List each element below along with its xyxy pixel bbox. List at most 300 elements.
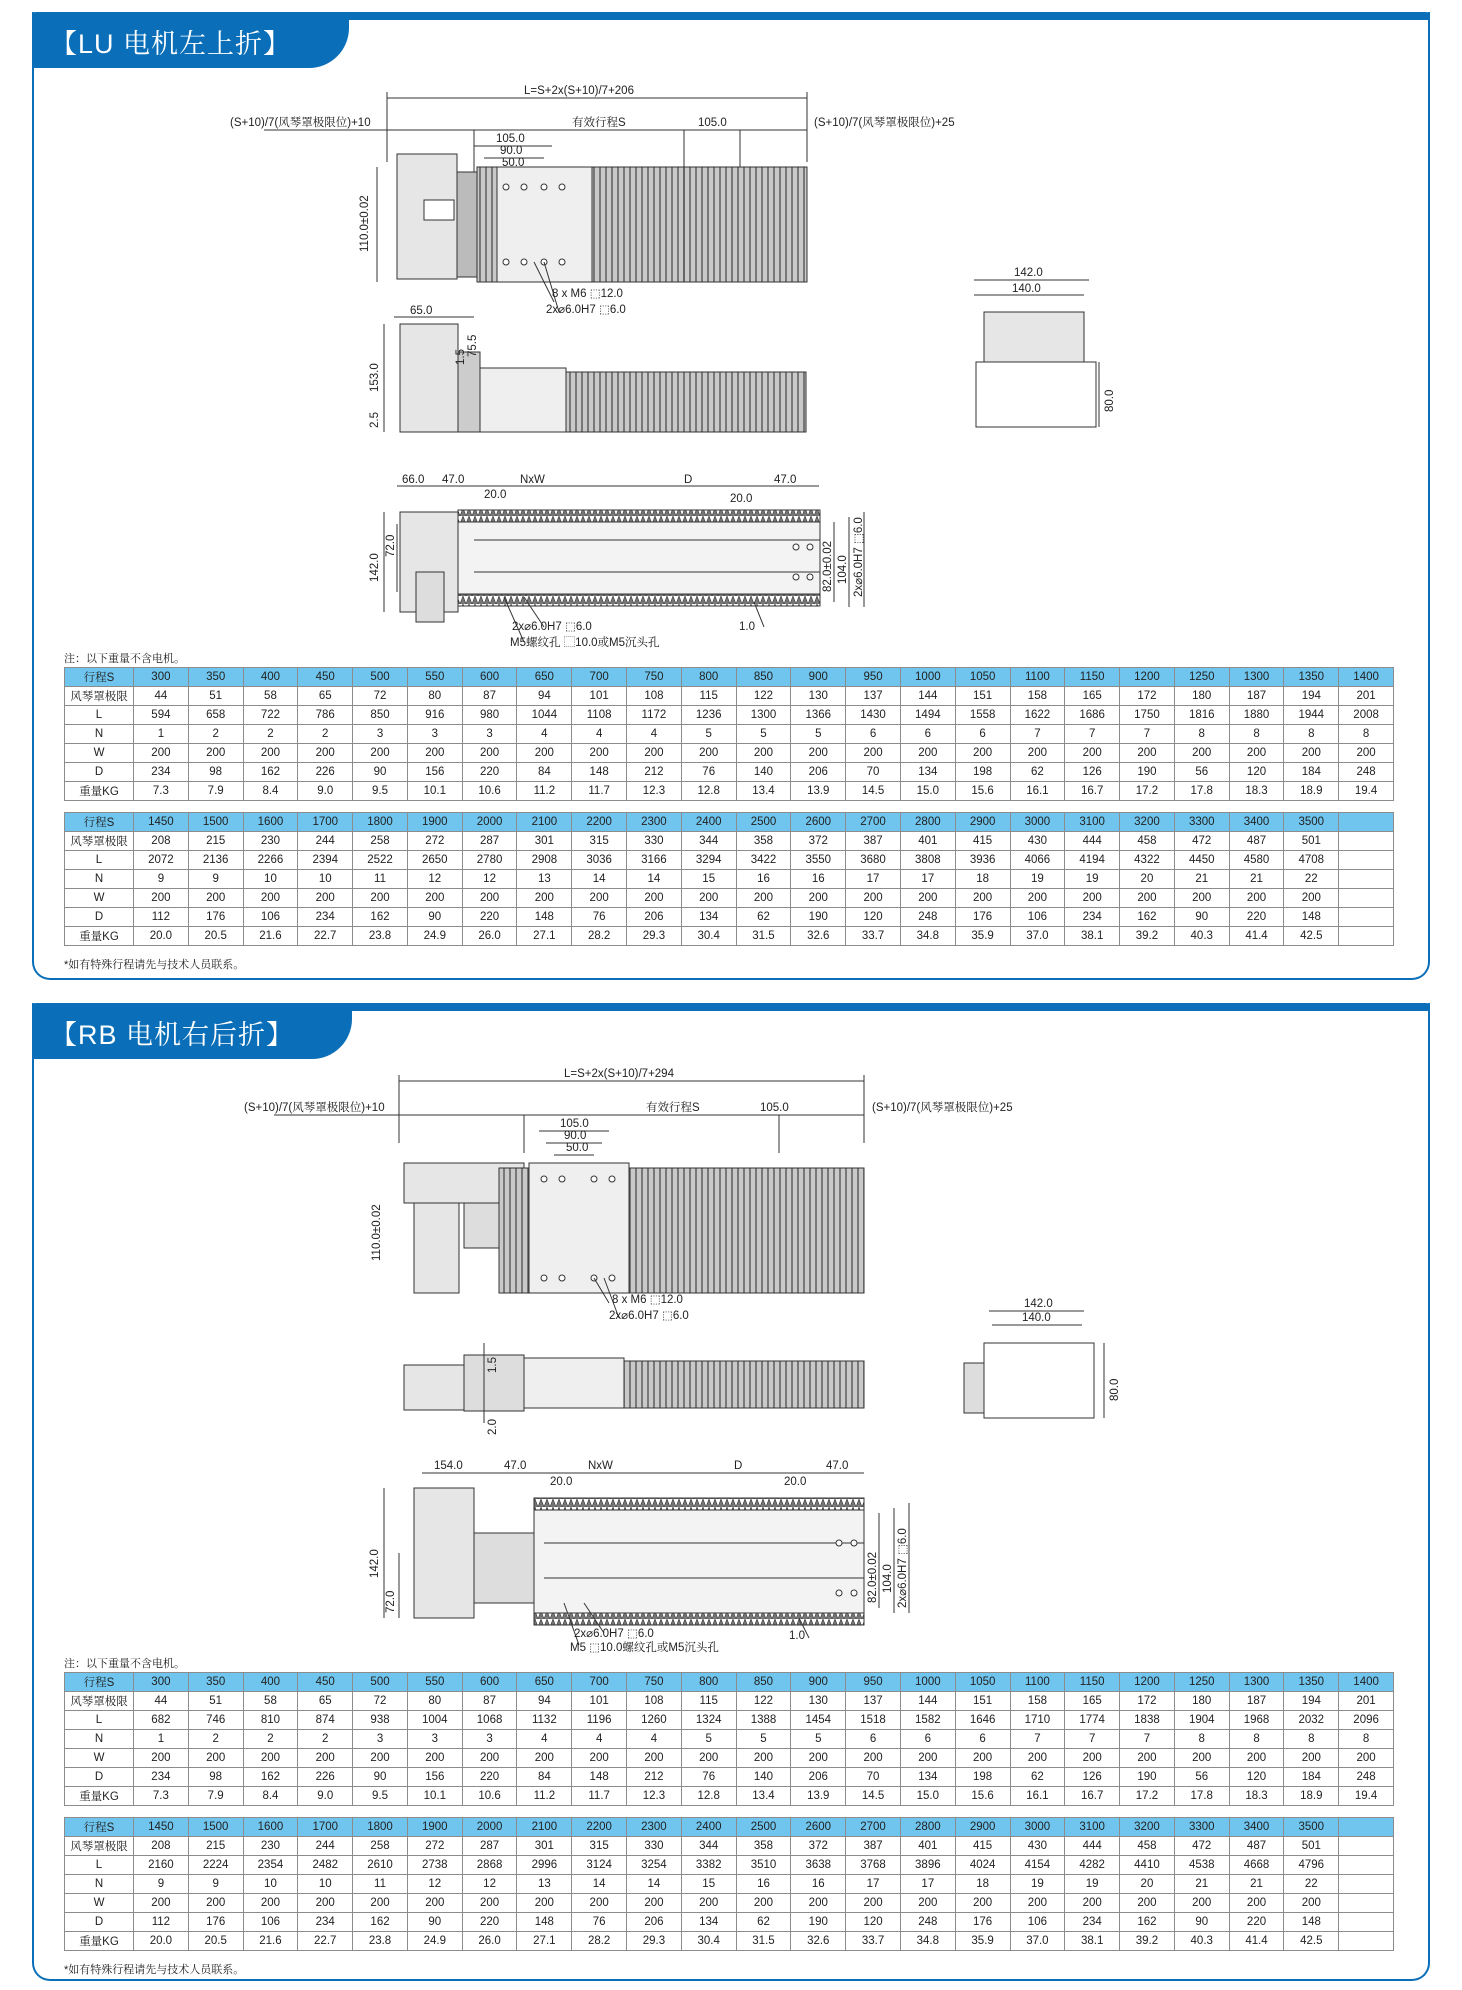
table-cell: 1774: [1065, 1711, 1120, 1730]
table-cell: 13: [517, 1875, 572, 1894]
table-cell: 287: [462, 1837, 517, 1856]
table-cell: [1339, 870, 1394, 889]
table-cell: 38.1: [1065, 1932, 1120, 1951]
table-cell: 70: [846, 763, 901, 782]
table-cell: 11.2: [517, 1787, 572, 1806]
table-cell: 200: [736, 1749, 791, 1768]
table-cell: 2394: [298, 851, 353, 870]
table-cell: 1622: [1010, 706, 1065, 725]
table-cell: 501: [1284, 832, 1339, 851]
table-cell: [1339, 851, 1394, 870]
table-cell: 190: [791, 908, 846, 927]
table-cell: 162: [1120, 908, 1175, 927]
table-cell: 220: [462, 1913, 517, 1932]
table-cell: 148: [517, 908, 572, 927]
table-row: [65, 1856, 1394, 1875]
table-cell: 13.9: [791, 782, 846, 801]
stroke-cell: 1700: [298, 1818, 353, 1837]
table-cell: 2072: [134, 851, 189, 870]
table-cell: 980: [462, 706, 517, 725]
table-cell: 4154: [1010, 1856, 1065, 1875]
table-cell: 56: [1174, 763, 1229, 782]
table-cell: 2: [243, 1730, 298, 1749]
table-cell: 200: [188, 1749, 243, 1768]
dim-end-80: 80.0: [1104, 389, 1116, 412]
stroke-cell: 1050: [955, 1673, 1010, 1692]
table-cell: 8: [1339, 1730, 1394, 1749]
table-cell: 180: [1174, 1692, 1229, 1711]
table-cell: 98: [188, 1768, 243, 1787]
table-cell: 22.7: [298, 1932, 353, 1951]
stroke-cell: 1350: [1284, 668, 1339, 687]
dim-pin: 2x⌀6.0H7 ⬚6.0: [897, 1528, 909, 1608]
table-cell: 444: [1065, 1837, 1120, 1856]
table-cell: 21.6: [243, 927, 298, 946]
stroke-cell: 1300: [1229, 1673, 1284, 1692]
table-cell: 4024: [955, 1856, 1010, 1875]
dim-d: D: [684, 474, 693, 486]
table-cell: 3768: [846, 1856, 901, 1875]
table-cell: 16.7: [1065, 1787, 1120, 1806]
table-cell: 200: [1010, 744, 1065, 763]
table-cell: 12: [407, 1875, 462, 1894]
row-label: W: [65, 1894, 134, 1913]
table-cell: 200: [353, 1894, 408, 1913]
table-cell: 62: [736, 908, 791, 927]
table-cell: 16: [791, 870, 846, 889]
table-cell: 8.4: [243, 1787, 298, 1806]
table-cell: 272: [407, 1837, 462, 1856]
table-cell: 2868: [462, 1856, 517, 1875]
table-cell: [1339, 908, 1394, 927]
stroke-cell: 1450: [134, 813, 189, 832]
table-cell: 850: [353, 706, 408, 725]
table-cell: 200: [846, 744, 901, 763]
table-row: [65, 1730, 1394, 1749]
table-cell: 938: [353, 1711, 408, 1730]
stroke-cell: 1400: [1339, 668, 1394, 687]
dim-1: 1.0: [789, 1630, 805, 1642]
table-cell: 200: [1229, 1894, 1284, 1913]
row-label: L: [65, 851, 134, 870]
table-cell: 458: [1120, 832, 1175, 851]
table-cell: 6: [846, 1730, 901, 1749]
table-cell: 137: [846, 687, 901, 706]
table-cell: 200: [353, 1749, 408, 1768]
table-cell: 200: [1229, 1749, 1284, 1768]
table-cell: 8: [1174, 725, 1229, 744]
table-cell: 37.0: [1010, 927, 1065, 946]
table-cell: 11.2: [517, 782, 572, 801]
table-cell: 200: [791, 1749, 846, 1768]
table-cell: 301: [517, 832, 572, 851]
table-cell: 200: [462, 1749, 517, 1768]
row-label: 行程S: [65, 1818, 134, 1837]
dim-left-limit: (S+10)/7(风琴罩极限位)+10: [230, 117, 371, 129]
dim-end-142: 142.0: [1024, 1298, 1053, 1310]
row-label: 风琴罩极限: [65, 687, 134, 706]
table-cell: 430: [1010, 832, 1065, 851]
table-cell: 3124: [572, 1856, 627, 1875]
table-cell: 20.5: [188, 927, 243, 946]
table-cell: 126: [1065, 763, 1120, 782]
table-cell: 2780: [462, 851, 517, 870]
table-cell: 786: [298, 706, 353, 725]
table-cell: 472: [1174, 832, 1229, 851]
section-rb: [32, 1003, 1430, 1981]
stroke-cell: 700: [572, 1673, 627, 1692]
stroke-cell: 3000: [1010, 813, 1065, 832]
table-cell: 200: [1284, 1894, 1339, 1913]
table-cell: 206: [627, 1913, 682, 1932]
table-cell: 115: [681, 1692, 736, 1711]
row-label: 风琴罩极限: [65, 1837, 134, 1856]
stroke-cell: 2600: [791, 813, 846, 832]
table-cell: 14: [627, 870, 682, 889]
table-cell: 200: [1120, 744, 1175, 763]
table-cell: 37.0: [1010, 1932, 1065, 1951]
table-cell: 80: [407, 687, 462, 706]
table-cell: 200: [1284, 1749, 1339, 1768]
dim-72: 72.0: [385, 1590, 397, 1613]
table-cell: 4450: [1174, 851, 1229, 870]
stroke-cell: 2000: [462, 1818, 517, 1837]
table-cell: 1172: [627, 706, 682, 725]
table-cell: 415: [955, 1837, 1010, 1856]
table-cell: 190: [1120, 1768, 1175, 1787]
table-cell: 134: [900, 1768, 955, 1787]
table-cell: 7: [1010, 725, 1065, 744]
stroke-cell: 3300: [1174, 1818, 1229, 1837]
table-cell: [1339, 1856, 1394, 1875]
table-cell: 16: [791, 1875, 846, 1894]
dim-105: 105.0: [560, 1118, 589, 1130]
table-cell: 20: [1120, 1875, 1175, 1894]
stroke-cell: 3400: [1229, 813, 1284, 832]
table-cell: 19: [1010, 1875, 1065, 1894]
table-cell: 3: [407, 725, 462, 744]
table-cell: 9: [188, 870, 243, 889]
dim-90: 90.0: [500, 145, 523, 157]
table-cell: 122: [736, 687, 791, 706]
table-cell: 6: [955, 1730, 1010, 1749]
table-cell: 200: [462, 744, 517, 763]
table-row: [65, 889, 1394, 908]
table-cell: 5: [736, 725, 791, 744]
table-cell: 30.4: [681, 1932, 736, 1951]
table-cell: 206: [791, 763, 846, 782]
table-cell: 3382: [681, 1856, 736, 1875]
table-cell: 23.8: [353, 927, 408, 946]
row-label: 行程S: [65, 1673, 134, 1692]
table-cell: 200: [1284, 889, 1339, 908]
table-cell: 106: [243, 1913, 298, 1932]
table-cell: 200: [407, 1894, 462, 1913]
table-cell: 7: [1120, 1730, 1175, 1749]
dim-overall: L=S+2x(S+10)/7+206: [524, 85, 634, 97]
table-cell: 184: [1284, 1768, 1339, 1787]
table-cell: 76: [572, 1913, 627, 1932]
table-cell: 200: [900, 744, 955, 763]
table-cell: 39.2: [1120, 927, 1175, 946]
table-cell: 1388: [736, 1711, 791, 1730]
table-cell: 44: [134, 687, 189, 706]
dim-holes1: 8 x M6 ⬚12.0: [612, 1294, 683, 1306]
table-cell: 234: [134, 763, 189, 782]
table-cell: 56: [1174, 1768, 1229, 1787]
table-cell: 158: [1010, 1692, 1065, 1711]
table-cell: 200: [517, 1894, 572, 1913]
table-cell: 7: [1120, 725, 1175, 744]
table-cell: 2266: [243, 851, 298, 870]
table-row: [65, 927, 1394, 946]
table-cell: 101: [572, 687, 627, 706]
table-cell: 215: [188, 1837, 243, 1856]
table-cell: 1454: [791, 1711, 846, 1730]
dim-105b: 105.0: [760, 1102, 789, 1114]
table-cell: 32.6: [791, 927, 846, 946]
table-cell: 187: [1229, 1692, 1284, 1711]
dim-1-5: 1.5: [487, 1357, 499, 1373]
dim-end-142: 142.0: [1014, 267, 1043, 279]
table-cell: 5: [681, 1730, 736, 1749]
dim-d: D: [734, 1460, 743, 1472]
table-row: [65, 1749, 1394, 1768]
table-cell: 10.1: [407, 782, 462, 801]
table-cell: 12.3: [627, 1787, 682, 1806]
table-cell: 32.6: [791, 1932, 846, 1951]
stroke-cell: 2800: [900, 813, 955, 832]
stroke-cell: 600: [462, 668, 517, 687]
table-cell: 76: [681, 1768, 736, 1787]
table-row: [65, 1894, 1394, 1913]
table-cell: 120: [1229, 1768, 1284, 1787]
table-cell: 20: [1120, 870, 1175, 889]
table-cell: 430: [1010, 1837, 1065, 1856]
table-row: [65, 725, 1394, 744]
table-cell: 501: [1284, 1837, 1339, 1856]
table-cell: 1: [134, 1730, 189, 1749]
table-cell: 200: [134, 889, 189, 908]
table-cell: 21: [1229, 870, 1284, 889]
table-cell: 13.4: [736, 782, 791, 801]
table-row: [65, 782, 1394, 801]
table-cell: 458: [1120, 1837, 1175, 1856]
table-cell: 200: [1065, 1749, 1120, 1768]
table-cell: 101: [572, 1692, 627, 1711]
dim-holes2: 2x⌀6.0H7 ⬚6.0: [609, 1310, 689, 1322]
table-cell: 1710: [1010, 1711, 1065, 1730]
table-cell: 148: [1284, 1913, 1339, 1932]
row-label: W: [65, 1749, 134, 1768]
stroke-cell: 1000: [900, 668, 955, 687]
table-cell: 487: [1229, 1837, 1284, 1856]
table-cell: 156: [407, 1768, 462, 1787]
table-cell: 151: [955, 1692, 1010, 1711]
stroke-cell: 650: [517, 668, 572, 687]
table-cell: 3: [353, 725, 408, 744]
table-cell: 200: [955, 1894, 1010, 1913]
stroke-cell: 3200: [1120, 1818, 1175, 1837]
table-cell: 287: [462, 832, 517, 851]
table-cell: 1430: [846, 706, 901, 725]
stroke-cell: 1800: [353, 1818, 408, 1837]
dim-right-limit: (S+10)/7(风琴罩极限位)+25: [872, 1102, 1013, 1114]
table-cell: 2032: [1284, 1711, 1339, 1730]
table-cell: 39.2: [1120, 1932, 1175, 1951]
stroke-cell: 450: [298, 668, 353, 687]
technical-drawing-lu: [34, 12, 1432, 652]
table-cell: 12: [407, 870, 462, 889]
table-cell: 4: [627, 1730, 682, 1749]
table-cell: 2: [298, 725, 353, 744]
table-cell: 200: [243, 1749, 298, 1768]
table-cell: 7.9: [188, 782, 243, 801]
dim-47b: 47.0: [774, 474, 797, 486]
stroke-cell: 2700: [846, 1818, 901, 1837]
stroke-cell: 350: [188, 668, 243, 687]
table-cell: 198: [955, 1768, 1010, 1787]
table-cell: 22: [1284, 1875, 1339, 1894]
table-cell: 200: [188, 744, 243, 763]
table-cell: 13.4: [736, 1787, 791, 1806]
table-cell: 212: [627, 763, 682, 782]
dim-holes2: 2x⌀6.0H7 ⬚6.0: [546, 304, 626, 316]
table-cell: 200: [627, 1749, 682, 1768]
stroke-header-row: [65, 1818, 1394, 1837]
dim-75-5: 75.5: [467, 334, 479, 357]
table-cell: [1339, 1894, 1394, 1913]
table-cell: 13.9: [791, 1787, 846, 1806]
table-cell: 1646: [955, 1711, 1010, 1730]
table-cell: 27.1: [517, 927, 572, 946]
table-cell: 126: [1065, 1768, 1120, 1787]
table-cell: 206: [791, 1768, 846, 1787]
table-cell: 120: [846, 908, 901, 927]
table-cell: 220: [462, 908, 517, 927]
dim-hole2: M5 ⬚10.0螺纹孔或M5沉头孔: [570, 1642, 719, 1653]
row-label: 重量KG: [65, 927, 134, 946]
table-cell: 194: [1284, 1692, 1339, 1711]
table-cell: 94: [517, 1692, 572, 1711]
table-cell: 33.7: [846, 1932, 901, 1951]
table-cell: 35.9: [955, 1932, 1010, 1951]
table-cell: 21.6: [243, 1932, 298, 1951]
table-cell: 200: [462, 889, 517, 908]
table-cell: 8: [1284, 1730, 1339, 1749]
table-cell: 3550: [791, 851, 846, 870]
stroke-cell: 2500: [736, 813, 791, 832]
table-cell: 208: [134, 1837, 189, 1856]
table-cell: 21: [1174, 870, 1229, 889]
table-cell: 8.4: [243, 782, 298, 801]
table-cell: 1838: [1120, 1711, 1175, 1730]
table-cell: 3: [462, 1730, 517, 1749]
table-cell: 17.8: [1174, 782, 1229, 801]
table-cell: 200: [1339, 1749, 1394, 1768]
dim-height: 110.0±0.02: [359, 195, 371, 252]
table-row: [65, 851, 1394, 870]
table-cell: 84: [517, 763, 572, 782]
table-cell: 344: [681, 832, 736, 851]
table-cell: 162: [243, 1768, 298, 1787]
table-cell: 5: [791, 1730, 846, 1749]
table-cell: 1132: [517, 1711, 572, 1730]
stroke-cell: 350: [188, 1673, 243, 1692]
row-label: 重量KG: [65, 1787, 134, 1806]
table-cell: 108: [627, 687, 682, 706]
table-cell: 165: [1065, 687, 1120, 706]
stroke-cell: 650: [517, 1673, 572, 1692]
row-label: 重量KG: [65, 782, 134, 801]
table-cell: 21: [1229, 1875, 1284, 1894]
table-cell: 200: [1174, 1894, 1229, 1913]
table-cell: 4580: [1229, 851, 1284, 870]
table-cell: 200: [407, 889, 462, 908]
table-cell: 3: [407, 1730, 462, 1749]
table-cell: 444: [1065, 832, 1120, 851]
table-cell: 10: [298, 870, 353, 889]
stroke-cell: 2500: [736, 1818, 791, 1837]
table-cell: 144: [900, 1692, 955, 1711]
table-cell: 14: [572, 870, 627, 889]
table-cell: 27.1: [517, 1932, 572, 1951]
table-cell: 234: [1065, 1913, 1120, 1932]
table-cell: 200: [1229, 744, 1284, 763]
table-cell: 3896: [900, 1856, 955, 1875]
table-cell: [1339, 889, 1394, 908]
dim-90: 90.0: [564, 1130, 587, 1142]
table-cell: 140: [736, 1768, 791, 1787]
table-row: [65, 1913, 1394, 1932]
table-cell: 200: [188, 1894, 243, 1913]
spec-table-lu-2: [64, 812, 1394, 946]
table-cell: 234: [1065, 908, 1120, 927]
table-cell: 200: [1065, 889, 1120, 908]
section-title: 【LU 电机左上折】: [32, 20, 349, 68]
table-cell: 24.9: [407, 927, 462, 946]
table-cell: 22: [1284, 870, 1339, 889]
table-cell: 194: [1284, 687, 1339, 706]
table-cell: 51: [188, 1692, 243, 1711]
dim-1: 1.0: [739, 621, 755, 633]
row-label: 行程S: [65, 668, 134, 687]
table-cell: 4: [517, 725, 572, 744]
table-cell: 200: [900, 1749, 955, 1768]
table-cell: 15.6: [955, 782, 1010, 801]
stroke-header-row: [65, 1673, 1394, 1692]
table-cell: 248: [900, 908, 955, 927]
table-cell: 234: [298, 1913, 353, 1932]
table-cell: 51: [188, 687, 243, 706]
stroke-cell: [1339, 1818, 1394, 1837]
table-cell: 172: [1120, 1692, 1175, 1711]
table-cell: 2908: [517, 851, 572, 870]
table-cell: 372: [791, 1837, 846, 1856]
table-row: [65, 1787, 1394, 1806]
stroke-cell: 1600: [243, 1818, 298, 1837]
table-cell: 387: [846, 1837, 901, 1856]
table-cell: 200: [1120, 1749, 1175, 1768]
table-cell: 2224: [188, 1856, 243, 1875]
stroke-header-row: [65, 668, 1394, 687]
table-cell: 38.1: [1065, 927, 1120, 946]
table-cell: 2650: [407, 851, 462, 870]
table-cell: 4796: [1284, 1856, 1339, 1875]
table-cell: 315: [572, 1837, 627, 1856]
table-cell: 200: [188, 889, 243, 908]
row-label: L: [65, 1711, 134, 1730]
